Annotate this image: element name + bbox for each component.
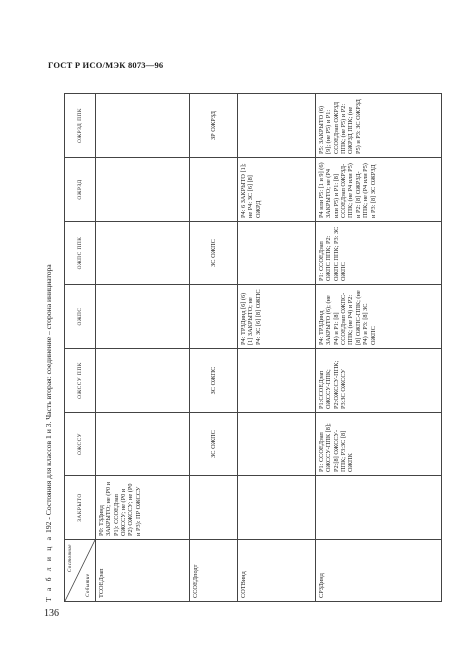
document-header: ГОСТ Р ИСО/МЭК 8073—96 [48, 60, 164, 70]
table-cell [190, 285, 238, 349]
col-header: ОЖПС [65, 285, 96, 349]
table-cell [96, 413, 190, 476]
col-header: ОЖРЗД ППК [65, 94, 96, 158]
table-cell: Р1: ССОЕДзап ОЖССУ-ППК [8]; Р2:[8] ОЖССУ-ППК; Р3:ЗС [8] ОЖПК [316, 413, 442, 476]
row-event-label: СРЗДинд [316, 540, 442, 602]
table-cell: ЗР ОЖРЗД [190, 94, 238, 158]
table-cell: Р1: ССОЕДзап ОЖПС ППК; Р2: ОЖПС ППК; Р3: ЗС ОЖПС [316, 222, 442, 285]
row-event-label: ССОЕДподт [190, 540, 238, 602]
caption-text: 192 - Состояния для классов 1 и 3. Часть вторая: соединение – сторона инициатора [44, 264, 53, 533]
table-cell [96, 94, 190, 158]
col-header: ОЖРЗД [65, 158, 96, 222]
state-table [64, 93, 442, 602]
table-cell [238, 222, 316, 285]
col-header: ОЖССУ [65, 413, 96, 476]
table-cell [238, 349, 316, 413]
caption-prefix: Т а б л и ц а [44, 534, 53, 602]
corner-event-label: Событие [86, 573, 92, 597]
corner-state-label: Состояние [68, 544, 73, 573]
table-cell [190, 476, 238, 540]
table-cell: Р4: 6 ЗАКРЫТО [1]; не Р4: ЗС [6] [8] ОЖРД [238, 158, 316, 222]
table-cell [316, 476, 442, 540]
table-cell: P0: ТЗДинд ЗАКРЫТО; не (Р0 и Р1): ССОЕДзап ОЖССУ; не (Р0 и Р2) ОЖССУ; не (Р0 и Р3): ПР ОЖССУ [96, 476, 190, 540]
table-cell [96, 158, 190, 222]
row-event-label: СОТВинд [238, 540, 316, 602]
table-cell: Р1:ССОЕДзап ОЖССУ-ППК; Р2:ОЖССУ-ППК; Р3:ЗС ОЖССУ [316, 349, 442, 413]
table-cell [238, 94, 316, 158]
header-row [65, 94, 96, 602]
table-row [190, 94, 238, 602]
col-header: ОЖССУ ППК [65, 349, 96, 413]
table-cell [96, 222, 190, 285]
table-cell: Р4: ТРЗДинд [6] (6) [1] ЗАКРЫТО; не Р4: ЗС [6] [8] ОЖПС [238, 285, 316, 349]
page-number: 136 [44, 608, 59, 619]
corner-cell [65, 540, 96, 602]
table-cell [238, 413, 316, 476]
table-cell [96, 285, 190, 349]
table-cell: ЗС ОЖПС [190, 222, 238, 285]
col-header: ЗАКРЫТО [65, 476, 96, 540]
table-cell: Р4 или Р5: [1 и 9] (6) ЗАКРЫТО; не (Р4 или Р5) и Р1: [8] ССОЕДзап ОЖРЗД-ППК; (не Р4 или Р5) и Р2: [8] ОЖРЗД-ППК; не (Р4 или Р5) и Р3: [8] ЗС ОЖРЗД [316, 158, 442, 222]
table-cell: Р5: ЗАКРЫТО (6) [9]; (не Р5) и Р1: ССОЕДзап ОЖРЗД ППК; (не Р5) и Р2: ОЖРЗД ППК; (не Р5) и Р3: ЗС ОЖРЗД [316, 94, 442, 158]
table-cell: Р4: ТРЗДинд ЗАКРЫТО (6); (не Р4) и Р1: [8] ССОЕДзап ОЖПС-ППК; (не Р4) и Р2: [8] ОЖПС-ППК; (не Р4) и Р3: [8] ЗС ОЖПС [316, 285, 442, 349]
col-header: ОЖПС ППК [65, 222, 96, 285]
table-cell: ЗС ОЖПС [190, 349, 238, 413]
table-row [238, 94, 316, 602]
row-event-label: ТСОЕДзап [96, 540, 190, 602]
table-cell [238, 476, 316, 540]
table-row [96, 94, 190, 602]
table-caption [44, 94, 60, 602]
table-cell [96, 349, 190, 413]
table-cell [190, 158, 238, 222]
rotated-table-area [44, 94, 444, 602]
table-row [316, 94, 442, 602]
table-cell: ЗС ОЖПС [190, 413, 238, 476]
